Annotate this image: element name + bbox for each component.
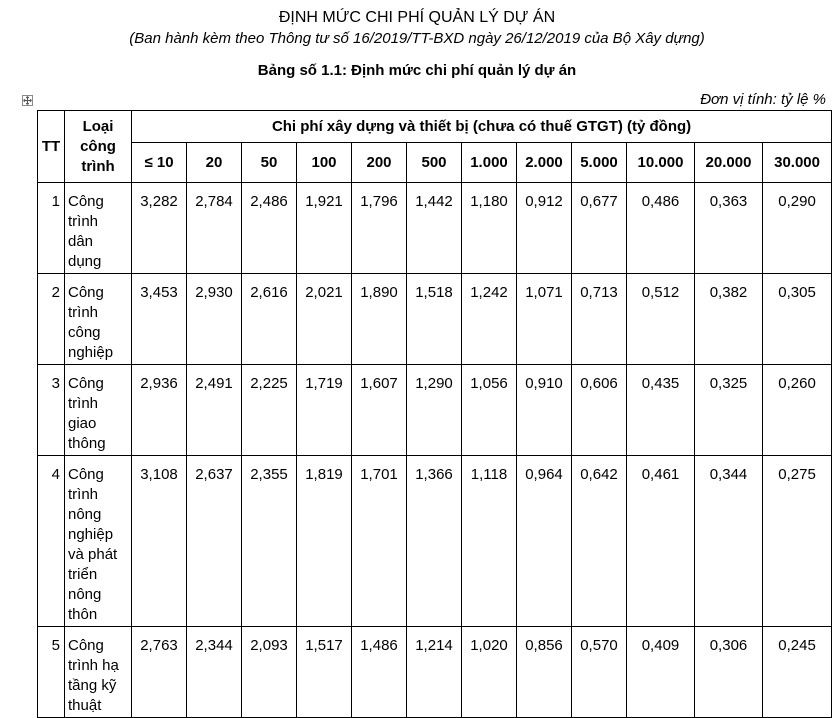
rate-cell: 2,616 [242,274,297,365]
unit-label: Đơn vị tính: tỷ lệ % [700,91,826,108]
project-type-line: và phát [68,546,118,563]
project-type-line: tầng kỹ [68,677,117,694]
rate-cell: 0,305 [763,274,832,365]
rate-cell: 2,355 [242,456,297,627]
rate-cell: 0,512 [627,274,695,365]
rate-cell: 0,260 [763,365,832,456]
project-type-line: thôn [68,606,98,623]
column-header: 500 [407,143,462,183]
document-title: ĐỊNH MỨC CHI PHÍ QUẢN LÝ DỰ ÁN [278,9,556,26]
column-header: 50 [242,143,297,183]
project-type [65,365,132,456]
project-type-line: công [68,324,101,341]
rate-cell: 1,442 [407,183,462,274]
table-row [38,627,832,718]
project-type-line: trình hạ [68,657,119,674]
project-type [65,183,132,274]
project-type-line: triển [68,566,98,583]
project-type-line: dân [68,233,94,250]
rate-cell: 1,890 [352,274,407,365]
rate-cell: 1,118 [462,456,517,627]
project-type-line: thông [68,435,106,452]
rate-cell: 0,910 [517,365,572,456]
column-header: ≤ 10 [132,143,187,183]
project-type [65,627,132,718]
project-type-line: trình [68,304,99,321]
header-group: Chi phí xây dựng và thiết bị (chưa có thuế GTGT) (tỷ đồng) [132,111,832,143]
rate-cell: 2,936 [132,365,187,456]
rate-cell: 1,701 [352,456,407,627]
header-type-line: trình [81,157,115,175]
row-number: 2 [38,274,65,365]
rate-cell: 0,325 [695,365,763,456]
document-subtitle: (Ban hành kèm theo Thông tư số 16/2019/TT-BXD ngày 26/12/2019 của Bộ Xây dựng) [129,30,705,47]
rate-cell: 0,570 [572,627,627,718]
rate-cell: 1,214 [407,627,462,718]
rate-cell: 0,409 [627,627,695,718]
project-type-line: Công [68,466,104,483]
rate-cell: 0,856 [517,627,572,718]
rate-cell: 0,435 [627,365,695,456]
header-tt: TT [38,111,65,183]
column-header: 20 [187,143,242,183]
project-type-line: trình [68,486,99,503]
project-type-line: dụng [68,253,102,270]
rate-cell: 3,108 [132,456,187,627]
rate-cell: 1,056 [462,365,517,456]
rate-cell: 1,921 [297,183,352,274]
rate-cell: 2,637 [187,456,242,627]
column-header: 100 [297,143,352,183]
header-type [65,111,132,183]
rate-cell: 2,486 [242,183,297,274]
column-header: 5.000 [572,143,627,183]
rate-cell: 1,242 [462,274,517,365]
project-type-line: nghiệp [68,526,114,543]
table-row [38,365,832,456]
header-type-line: công [80,137,116,155]
column-header: 2.000 [517,143,572,183]
row-number: 4 [38,456,65,627]
column-header: 20.000 [695,143,763,183]
row-number: 5 [38,627,65,718]
cost-norm-table [37,110,832,718]
rate-cell: 0,964 [517,456,572,627]
project-type-line: giao [68,415,97,432]
project-type-line: nghiệp [68,344,114,361]
rate-cell: 0,912 [517,183,572,274]
rate-cell: 1,796 [352,183,407,274]
rate-cell: 0,713 [572,274,627,365]
rate-cell: 0,344 [695,456,763,627]
rate-cell: 0,382 [695,274,763,365]
rate-cell: 0,306 [695,627,763,718]
header-type-line: Loại [82,117,114,135]
project-type-line: nông [68,506,102,523]
rate-cell: 1,518 [407,274,462,365]
project-type-line: Công [68,193,104,210]
project-type-line: trình [68,213,99,230]
rate-cell: 2,784 [187,183,242,274]
rate-cell: 2,763 [132,627,187,718]
rate-cell: 1,486 [352,627,407,718]
table-row [38,456,832,627]
row-number: 1 [38,183,65,274]
project-type-line: thuật [68,697,102,714]
rate-cell: 0,461 [627,456,695,627]
rate-cell: 2,930 [187,274,242,365]
move-arrows-icon [23,96,32,105]
rate-cell: 1,290 [407,365,462,456]
rate-cell: 0,290 [763,183,832,274]
table-title: Bảng số 1.1: Định mức chi phí quản lý dự án [257,62,577,79]
column-header: 10.000 [627,143,695,183]
rate-cell: 2,021 [297,274,352,365]
rate-cell: 1,719 [297,365,352,456]
rate-cell: 0,642 [572,456,627,627]
project-type-line: Công [68,284,104,301]
project-type [65,456,132,627]
rate-cell: 0,606 [572,365,627,456]
rate-cell: 3,282 [132,183,187,274]
project-type-line: nông [68,586,102,603]
rate-cell: 1,819 [297,456,352,627]
row-number: 3 [38,365,65,456]
project-type-line: Công [68,637,104,654]
column-header: 1.000 [462,143,517,183]
rate-cell: 0,363 [695,183,763,274]
rate-cell: 3,453 [132,274,187,365]
project-type-line: Công [68,375,104,392]
rate-cell: 2,093 [242,627,297,718]
rate-cell: 2,344 [187,627,242,718]
rate-cell: 1,607 [352,365,407,456]
rate-cell: 2,225 [242,365,297,456]
rate-cell: 1,366 [407,456,462,627]
table-row [38,274,832,365]
rate-cell: 0,275 [763,456,832,627]
rate-cell: 0,245 [763,627,832,718]
table-move-handle[interactable] [22,95,33,106]
column-header: 30.000 [763,143,832,183]
column-header: 200 [352,143,407,183]
rate-cell: 1,071 [517,274,572,365]
project-type [65,274,132,365]
rate-cell: 2,491 [187,365,242,456]
rate-cell: 0,677 [572,183,627,274]
project-type-line: trình [68,395,99,412]
rate-cell: 1,517 [297,627,352,718]
table-row [38,183,832,274]
rate-cell: 1,180 [462,183,517,274]
rate-cell: 1,020 [462,627,517,718]
rate-cell: 0,486 [627,183,695,274]
